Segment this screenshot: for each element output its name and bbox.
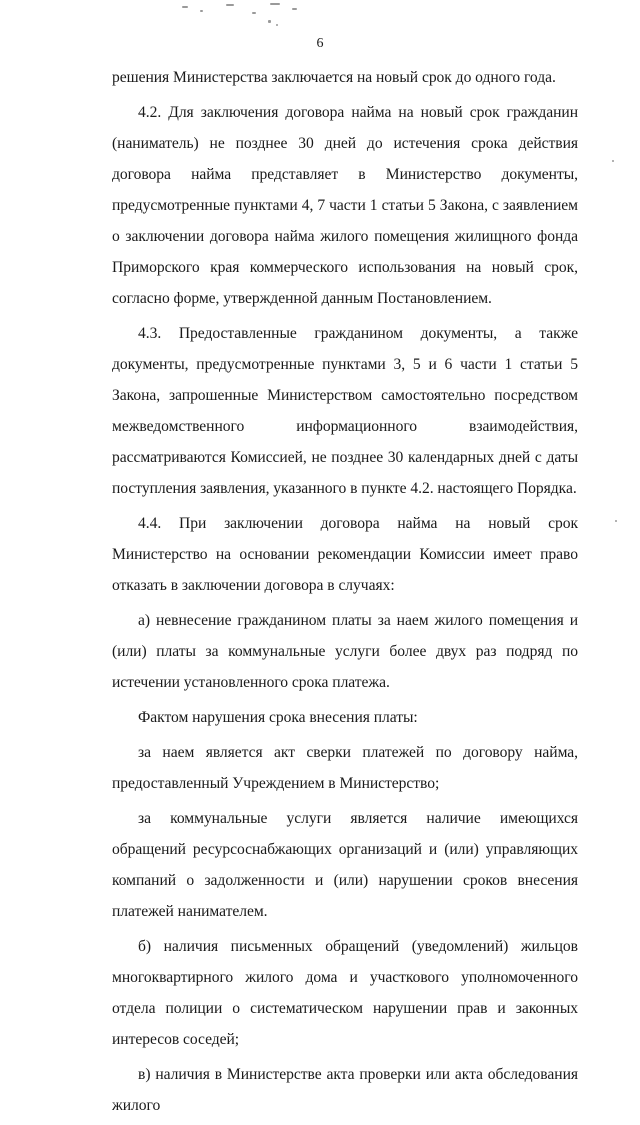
scan-artifact <box>612 160 614 162</box>
paragraph: Фактом нарушения срока внесения платы: <box>138 709 418 726</box>
paragraph: за коммунальные услуги является наличие имеющихся обращений ресурсоснабжающих организаций и (или) управляющих компаний о задолженности и (или) нарушении сроков внесения платежей нанимателем. <box>112 810 578 920</box>
scan-artifact <box>270 3 280 5</box>
page-number: 6 <box>316 36 324 51</box>
paragraph: а) невнесение гражданином платы за наем жилого помещения и (или) платы за коммунальные услуги более двух раз подряд по истечении установленного срока платежа. <box>112 612 578 691</box>
scan-artifact <box>182 6 188 8</box>
paragraph: за наем является акт сверки платежей по договору найма, предоставленный Учреждением в Министерство; <box>112 744 578 792</box>
scan-artifact <box>615 520 617 522</box>
paragraph: 4.2. Для заключения договора найма на новый срок гражданин (наниматель) не позднее 30 дней до истечения срока действия договора найма представляет в Министерство документы, предусмотренные пунктами 4, 7 части 1 статьи 5 Закона, с заявлением о заключении договора найма жилого помещения жилищного фонда Приморского края коммерческого использования на новый срок, согласно форме, утвержденной данным Постановлением. <box>112 104 578 307</box>
paragraph: 4.4. При заключении договора найма на новый срок Министерство на основании рекомендации Комиссии имеет право отказать в заключении договора в случаях: <box>112 515 578 594</box>
paragraph: 4.3. Предоставленные гражданином документы, а также документы, предусмотренные пунктами 3, 5 и 6 части 1 статьи 5 Закона, запрошенные Министерством самостоятельно посредством межведомственного информационного взаимодействия, рассматриваются Комиссией, не позднее 30 календарных дней с даты поступления заявления, указанного в пункте 4.2. настоящего Порядка. <box>112 325 578 497</box>
paragraph: решения Министерства заключается на новый срок до одного года. <box>112 69 556 86</box>
paragraph: в) наличия в Министерстве акта проверки или акта обследования жилого <box>112 1066 578 1114</box>
scan-artifact <box>200 10 203 12</box>
scan-artifact <box>252 12 256 14</box>
scan-artifact <box>292 8 297 10</box>
scan-artifact <box>276 24 278 26</box>
paragraph: б) наличия письменных обращений (уведомлений) жильцов многоквартирного жилого дома и участкового уполномоченного отдела полиции о систематическом нарушении прав и законных интересов соседей; <box>112 938 578 1048</box>
scan-artifact <box>268 20 271 23</box>
scan-artifact <box>226 4 234 6</box>
document-body <box>112 62 578 1125</box>
